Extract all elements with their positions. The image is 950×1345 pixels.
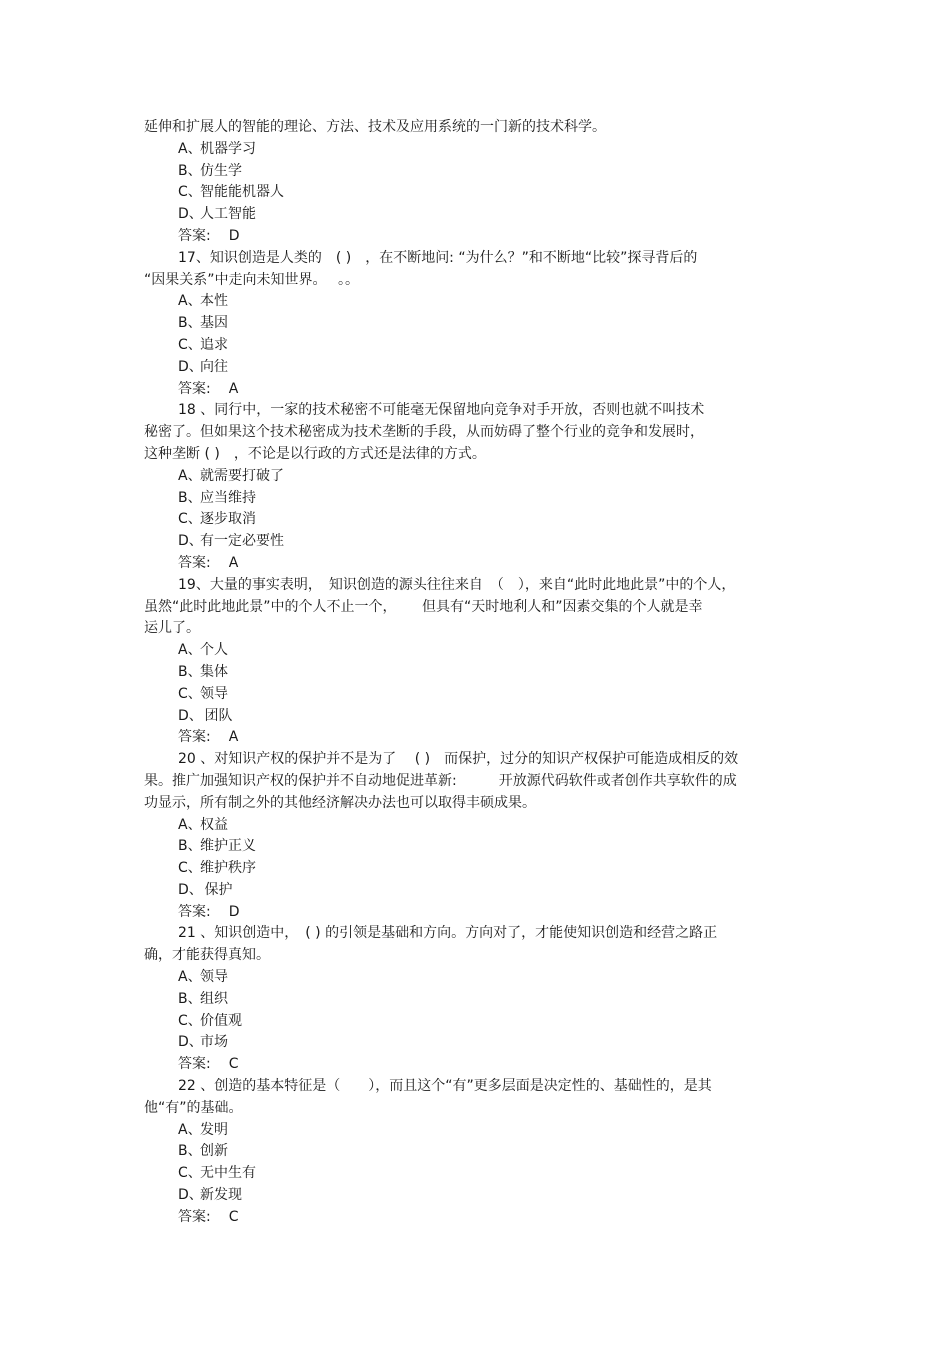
option-letter: A、 <box>178 467 202 484</box>
answer-label: 答案: <box>178 227 211 244</box>
q22-option-d <box>144 1185 784 1207</box>
q22-option-b <box>144 1141 784 1163</box>
option-letter: D、 <box>178 533 203 550</box>
option-text: 向往 <box>200 358 228 375</box>
q18-line-3: 这种垄断 ( ) ，不论是以行政的方式还是法律的方式。 <box>144 445 486 462</box>
q16-option-c <box>144 182 784 204</box>
q17-line-2: “因果关系”中走向未知世界。 。。 <box>144 271 359 288</box>
q20-line-2: 果。推广加强知识产权的保护并不自动地促进革新: 开放源代码软件或者创作共享软件的成 <box>144 772 737 789</box>
option-letter: B、 <box>178 990 202 1007</box>
option-letter: C、 <box>178 860 202 877</box>
option-text: 发明 <box>200 1121 228 1138</box>
q21-line-2: 确，才能获得真知。 <box>144 947 270 964</box>
option-letter: C、 <box>178 1012 202 1029</box>
option-text: 维护正义 <box>200 838 256 855</box>
answer-label: 答案: <box>178 903 211 920</box>
option-text: 基因 <box>200 315 228 332</box>
q17-option-d <box>144 357 784 379</box>
option-letter: D、 <box>178 707 203 724</box>
q20-option-c <box>144 858 784 880</box>
option-letter: B、 <box>178 838 202 855</box>
option-letter: C、 <box>178 336 202 353</box>
option-letter: D、 <box>178 1187 203 1204</box>
q20-line-3: 功显示，所有制之外的其他经济解决办法也可以取得丰硕成果。 <box>144 794 536 811</box>
q21-option-b <box>144 989 784 1011</box>
q16-option-a <box>144 139 784 161</box>
option-text: 无中生有 <box>200 1165 256 1182</box>
option-text: 逐步取消 <box>200 511 256 528</box>
q21-line-1: 21 、知识创造中， ( ) 的引领是基础和方向。方向对了，才能使知识创造和经营之路正 <box>178 925 718 942</box>
option-letter: A、 <box>178 293 202 310</box>
option-text: 新发现 <box>200 1187 242 1204</box>
option-letter: C、 <box>178 511 202 528</box>
answer-value: C <box>228 1056 239 1073</box>
answer-label: 答案: <box>178 1208 211 1225</box>
q20-option-d <box>144 880 784 902</box>
q19-line-3: 运儿了。 <box>144 620 200 637</box>
q19-line-2: 虽然“此时此地此景”中的个人不止一个， 但具有“天时地利人和”因素交集的个人就是幸 <box>144 598 703 615</box>
q18-option-c <box>144 509 784 531</box>
document-page <box>144 117 784 1229</box>
q21-option-c <box>144 1011 784 1033</box>
q17-option-b <box>144 313 784 335</box>
option-letter: C、 <box>178 1165 202 1182</box>
option-text: 组织 <box>200 990 228 1007</box>
option-text: 保护 <box>200 881 233 898</box>
option-letter: A、 <box>178 1121 202 1138</box>
q17-option-a <box>144 291 784 313</box>
answer-label: 答案: <box>178 554 211 571</box>
q18-option-a <box>144 466 784 488</box>
option-letter: B、 <box>178 489 202 506</box>
q21-option-d <box>144 1032 784 1054</box>
answer-value: A <box>228 729 239 746</box>
q16-option-d <box>144 204 784 226</box>
answer-value: D <box>228 227 240 244</box>
q20-line-1: 20 、对知识产权的保护并不是为了 ( ) 而保护，过分的知识产权保护可能造成相反的效 <box>178 751 739 768</box>
answer-value: C <box>228 1208 239 1225</box>
q21-answer <box>144 1054 784 1076</box>
answer-value: A <box>228 554 239 571</box>
q20-option-b <box>144 836 784 858</box>
option-text: 智能能机器人 <box>200 184 284 201</box>
answer-value: A <box>228 380 239 397</box>
q18-line-2: 秘密了。但如果这个技术秘密成为技术垄断的手段，从而妨碍了整个行业的竞争和发展时， <box>144 424 704 441</box>
answer-label: 答案: <box>178 1056 211 1073</box>
q22-line-1: 22 、创造的基本特征是（ ），而且这个“有”更多层面是决定性的、基础性的，是其 <box>178 1078 712 1095</box>
option-text: 维护秩序 <box>200 860 256 877</box>
answer-value: D <box>228 903 240 920</box>
option-letter: B、 <box>178 663 202 680</box>
option-text: 追求 <box>200 336 228 353</box>
q18-line-1: 18 、同行中，一家的技术秘密不可能毫无保留地向竞争对手开放，否则也就不叫技术 <box>178 402 705 419</box>
q18-option-d <box>144 531 784 553</box>
option-letter: A、 <box>178 816 202 833</box>
q20-option-a <box>144 815 784 837</box>
option-text: 应当维持 <box>200 489 256 506</box>
q17-answer <box>144 379 784 401</box>
option-text: 价值观 <box>200 1012 242 1029</box>
q17-option-c <box>144 335 784 357</box>
q22-answer <box>144 1207 784 1229</box>
option-letter: B、 <box>178 1143 202 1160</box>
q22-line-2: 他“有”的基础。 <box>144 1099 243 1116</box>
option-letter: D、 <box>178 206 203 223</box>
option-letter: B、 <box>178 162 202 179</box>
option-text: 市场 <box>200 1034 228 1051</box>
q18-option-b <box>144 488 784 510</box>
option-text: 就需要打破了 <box>200 467 284 484</box>
option-letter: A、 <box>178 140 202 157</box>
option-text: 权益 <box>200 816 228 833</box>
option-letter: D、 <box>178 1034 203 1051</box>
option-letter: D、 <box>178 881 203 898</box>
q19-option-b <box>144 662 784 684</box>
option-text: 人工智能 <box>200 206 256 223</box>
q20-answer <box>144 902 784 924</box>
q22-option-a <box>144 1120 784 1142</box>
option-text: 创新 <box>200 1143 228 1160</box>
q19-option-d <box>144 706 784 728</box>
option-text: 仿生学 <box>200 162 242 179</box>
q17-line-1: 17、知识创造是人类的 ( ) ，在不断地问: “为什么？”和不断地“比较”探寻背后的 <box>178 249 698 266</box>
q18-answer <box>144 553 784 575</box>
intro-line: 延伸和扩展人的智能的理论、方法、技术及应用系统的一门新的技术科学。 <box>144 119 606 135</box>
option-letter: D、 <box>178 358 203 375</box>
option-text: 本性 <box>200 293 228 310</box>
option-letter: B、 <box>178 315 202 332</box>
answer-label: 答案: <box>178 729 211 746</box>
option-text: 领导 <box>200 685 228 702</box>
option-letter: C、 <box>178 685 202 702</box>
option-text: 领导 <box>200 969 228 986</box>
q21-option-a <box>144 967 784 989</box>
option-letter: C、 <box>178 184 202 201</box>
option-text: 个人 <box>200 642 228 659</box>
q19-line-1: 19、大量的事实表明， 知识创造的源头往往来自 （ ），来自“此时此地此景”中的个人， <box>178 576 736 593</box>
q22-option-c <box>144 1163 784 1185</box>
q19-answer <box>144 727 784 749</box>
option-letter: A、 <box>178 969 202 986</box>
answer-label: 答案: <box>178 380 211 397</box>
q16-option-b <box>144 161 784 183</box>
option-text: 有一定必要性 <box>200 533 284 550</box>
q16-answer <box>144 226 784 248</box>
q19-option-a <box>144 640 784 662</box>
q19-option-c <box>144 684 784 706</box>
option-text: 机器学习 <box>200 140 256 157</box>
option-text: 集体 <box>200 663 228 680</box>
option-letter: A、 <box>178 642 202 659</box>
option-text: 团队 <box>200 707 233 724</box>
